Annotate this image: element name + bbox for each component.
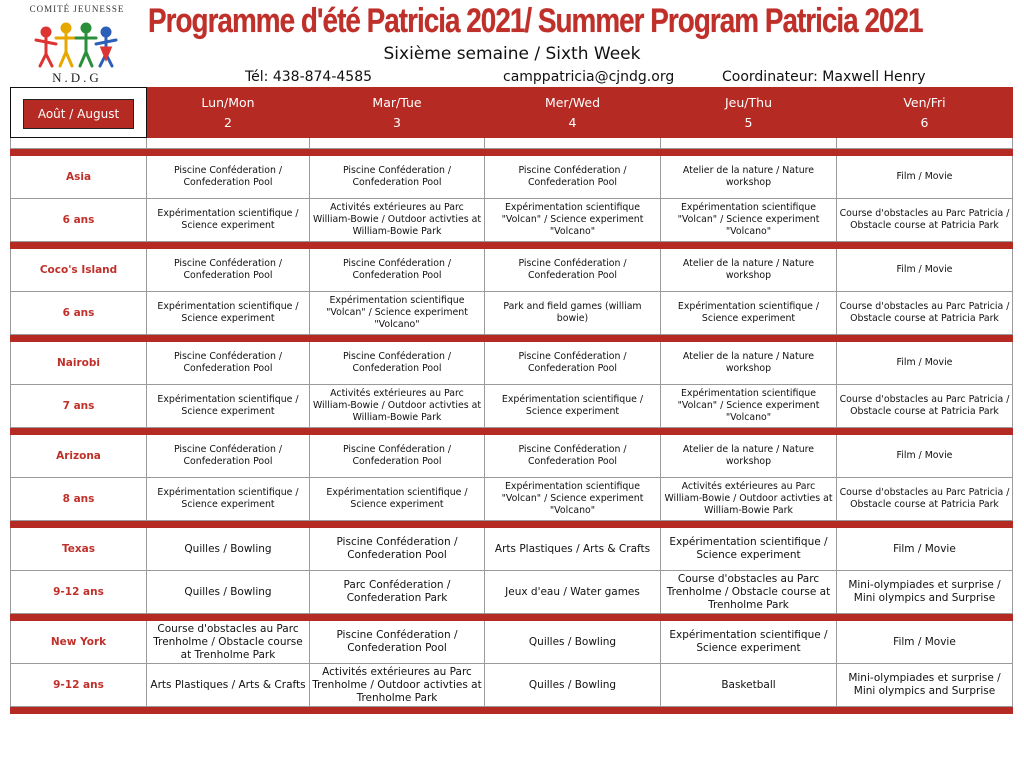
group-age: 6 ans <box>11 292 147 335</box>
header-day-wed <box>485 88 661 138</box>
header-row <box>11 88 1013 138</box>
day-name: Jeu/Thu <box>725 94 772 110</box>
activity-cell: Quilles / Bowling <box>485 621 661 664</box>
activity-cell: Film / Movie <box>837 435 1013 478</box>
activity-cell: Piscine Conféderation / Confederation Pool <box>485 435 661 478</box>
group-separator <box>11 335 1013 342</box>
table-row <box>11 156 1013 199</box>
activity-cell: Expérimentation scientifique "Volcan" / Science experiment "Volcano" <box>485 478 661 521</box>
group-separator <box>11 614 1013 621</box>
activity-cell: Expérimentation scientifique / Science experiment <box>147 199 310 242</box>
activity-cell: Quilles / Bowling <box>485 664 661 707</box>
activity-cell: Expérimentation scientifique "Volcan" / Science experiment "Volcano" <box>661 199 837 242</box>
table-row <box>11 621 1013 664</box>
activity-cell: Film / Movie <box>837 342 1013 385</box>
group-name: Texas <box>11 528 147 571</box>
activity-cell: Activités extérieures au Parc William-Bowie / Outdoor activties at William-Bowie Park <box>661 478 837 521</box>
table-row <box>11 249 1013 292</box>
table-row <box>11 292 1013 335</box>
activity-cell: Atelier de la nature / Nature workshop <box>661 435 837 478</box>
activity-cell: Piscine Conféderation / Confederation Pool <box>310 621 485 664</box>
table-row <box>11 478 1013 521</box>
activity-cell: Activités extérieures au Parc William-Bowie / Outdoor activties at William-Bowie Park <box>310 199 485 242</box>
day-date: 4 <box>568 114 577 130</box>
activity-cell: Quilles / Bowling <box>147 528 310 571</box>
activity-cell: Piscine Conféderation / Confederation Pool <box>310 156 485 199</box>
group-age: 7 ans <box>11 385 147 428</box>
activity-cell: Course d'obstacles au Parc Trenholme / Obstacle course at Trenholme Park <box>661 571 837 614</box>
activity-cell: Film / Movie <box>837 249 1013 292</box>
activity-cell: Expérimentation scientifique / Science experiment <box>661 621 837 664</box>
page-subtitle: Sixième semaine / Sixth Week <box>383 44 641 64</box>
table-row <box>11 528 1013 571</box>
schedule-body <box>11 88 1013 714</box>
table-row <box>11 342 1013 385</box>
activity-cell: Expérimentation scientifique / Science experiment <box>661 528 837 571</box>
activity-cell: Film / Movie <box>837 528 1013 571</box>
month-button[interactable]: Août / August <box>23 99 134 129</box>
activity-cell: Piscine Conféderation / Confederation Pool <box>147 156 310 199</box>
activity-cell: Quilles / Bowling <box>147 571 310 614</box>
activity-cell: Course d'obstacles au Parc Patricia / Obstacle course at Patricia Park <box>837 478 1013 521</box>
activity-cell: Piscine Conféderation / Confederation Pool <box>147 435 310 478</box>
activity-cell: Mini-olympiades et surprise / Mini olympics and Surprise <box>837 664 1013 707</box>
contact-coordinator: Coordinateur: Maxwell Henry <box>722 69 926 85</box>
day-name: Mar/Tue <box>372 94 422 110</box>
day-name: Ven/Fri <box>903 94 946 110</box>
activity-cell: Expérimentation scientifique "Volcan" / Science experiment "Volcano" <box>661 385 837 428</box>
activity-cell: Piscine Conféderation / Confederation Pool <box>310 342 485 385</box>
activity-cell: Course d'obstacles au Parc Trenholme / Obstacle course at Trenholme Park <box>147 621 310 664</box>
activity-cell: Piscine Conféderation / Confederation Pool <box>485 156 661 199</box>
header-day-tue <box>310 88 485 138</box>
activity-cell: Course d'obstacles au Parc Patricia / Obstacle course at Patricia Park <box>837 292 1013 335</box>
group-separator <box>11 149 1013 156</box>
contact-email[interactable]: camppatricia@cjndg.org <box>503 69 675 85</box>
activity-cell: Parc Conféderation / Confederation Park <box>310 571 485 614</box>
activity-cell: Piscine Conféderation / Confederation Pool <box>310 528 485 571</box>
activity-cell: Piscine Conféderation / Confederation Pool <box>485 342 661 385</box>
table-row <box>11 385 1013 428</box>
group-age: 9-12 ans <box>11 571 147 614</box>
table-row <box>11 435 1013 478</box>
header-corner <box>11 88 147 138</box>
activity-cell: Atelier de la nature / Nature workshop <box>661 156 837 199</box>
group-name: Coco's Island <box>11 249 147 292</box>
blank-row <box>11 138 1013 149</box>
header-day-mon <box>147 88 310 138</box>
activity-cell: Expérimentation scientifique / Science experiment <box>661 292 837 335</box>
table-row <box>11 199 1013 242</box>
activity-cell: Expérimentation scientifique "Volcan" / Science experiment "Volcano" <box>310 292 485 335</box>
group-separator <box>11 521 1013 528</box>
activity-cell: Basketball <box>661 664 837 707</box>
group-name: Nairobi <box>11 342 147 385</box>
logo-bottom-text: N.D.G <box>52 70 102 85</box>
day-date: 2 <box>224 114 232 130</box>
day-date: 3 <box>393 114 401 130</box>
activity-cell: Course d'obstacles au Parc Patricia / Obstacle course at Patricia Park <box>837 199 1013 242</box>
header-day-thu <box>661 88 837 138</box>
schedule-table <box>10 87 1013 714</box>
group-separator <box>11 428 1013 435</box>
group-age: 6 ans <box>11 199 147 242</box>
group-name: New York <box>11 621 147 664</box>
activity-cell: Expérimentation scientifique / Science experiment <box>147 292 310 335</box>
day-date: 5 <box>744 114 753 130</box>
day-name: Lun/Mon <box>201 94 255 110</box>
activity-cell: Piscine Conféderation / Confederation Pool <box>485 249 661 292</box>
activity-cell: Atelier de la nature / Nature workshop <box>661 249 837 292</box>
activity-cell: Film / Movie <box>837 156 1013 199</box>
contact-phone: Tél: 438-874-4585 <box>245 69 373 85</box>
group-age: 8 ans <box>11 478 147 521</box>
activity-cell: Piscine Conféderation / Confederation Pool <box>310 249 485 292</box>
day-name: Mer/Wed <box>544 94 601 110</box>
group-separator <box>11 707 1013 714</box>
activity-cell: Expérimentation scientifique / Science experiment <box>147 478 310 521</box>
table-row <box>11 664 1013 707</box>
activity-cell: Expérimentation scientifique / Science experiment <box>147 385 310 428</box>
activity-cell: Mini-olympiades et surprise / Mini olympics and Surprise <box>837 571 1013 614</box>
activity-cell: Park and field games (william bowie) <box>485 292 661 335</box>
header-day-fri <box>837 88 1013 138</box>
page-title: Programme d'été Patricia 2021/ Summer Program Patricia 2021 <box>148 2 923 40</box>
activity-cell: Activités extérieures au Parc Trenholme / Outdoor activties at Trenholme Park <box>310 664 485 707</box>
activity-cell: Course d'obstacles au Parc Patricia / Obstacle course at Patricia Park <box>837 385 1013 428</box>
activity-cell: Atelier de la nature / Nature workshop <box>661 342 837 385</box>
table-row <box>11 571 1013 614</box>
activity-cell: Activités extérieures au Parc William-Bowie / Outdoor activties at William-Bowie Park <box>310 385 485 428</box>
activity-cell: Expérimentation scientifique / Science experiment <box>310 478 485 521</box>
day-date: 6 <box>920 114 929 130</box>
group-name: Asia <box>11 156 147 199</box>
activity-cell: Piscine Conféderation / Confederation Pool <box>147 342 310 385</box>
activity-cell: Piscine Conféderation / Confederation Pool <box>310 435 485 478</box>
group-separator <box>11 242 1013 249</box>
activity-cell: Arts Plastiques / Arts & Crafts <box>147 664 310 707</box>
activity-cell: Expérimentation scientifique "Volcan" / Science experiment "Volcano" <box>485 199 661 242</box>
activity-cell: Piscine Conféderation / Confederation Pool <box>147 249 310 292</box>
activity-cell: Arts Plastiques / Arts & Crafts <box>485 528 661 571</box>
logo-top-text: COMITÉ JEUNESSE <box>29 4 125 14</box>
activity-cell: Expérimentation scientifique / Science experiment <box>485 385 661 428</box>
group-name: Arizona <box>11 435 147 478</box>
activity-cell: Film / Movie <box>837 621 1013 664</box>
activity-cell: Jeux d'eau / Water games <box>485 571 661 614</box>
group-age: 9-12 ans <box>11 664 147 707</box>
